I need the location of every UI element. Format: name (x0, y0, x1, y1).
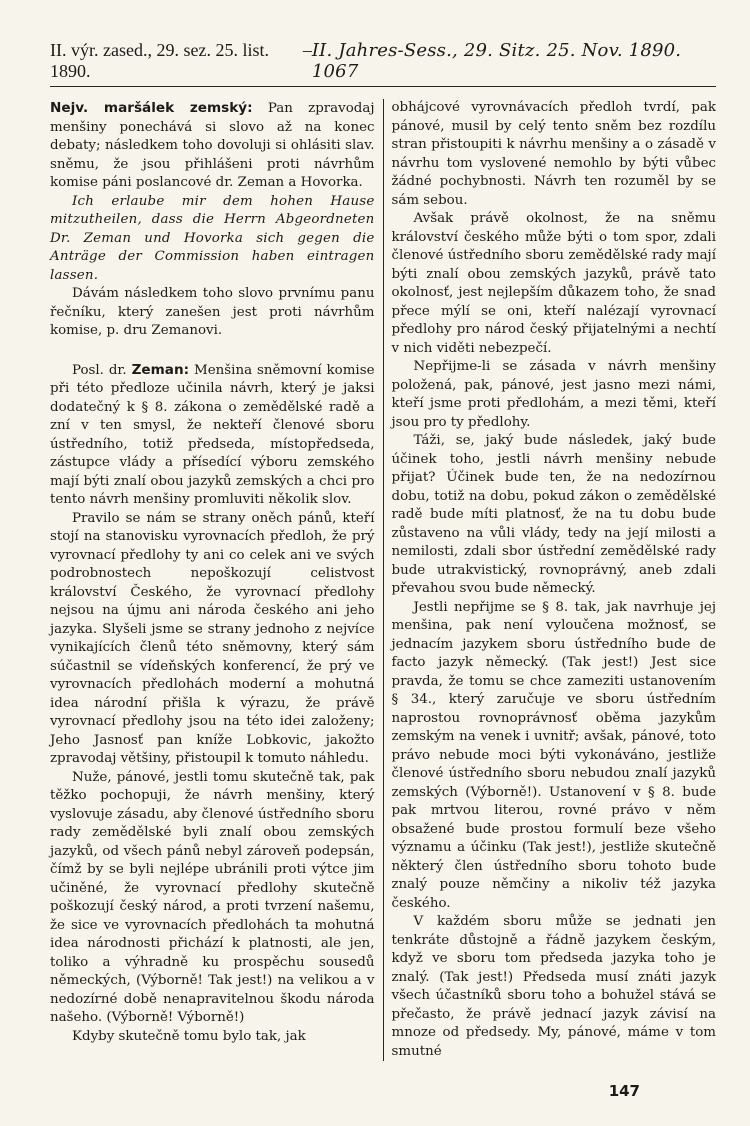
paragraph: Ich erlaube mir dem hohen Hause mitzutheilen, dass die Herrn Abgeordneten Dr. Zeman und Hovorka sich gegen die Anträge der Commission haben eintragen lassen. (50, 193, 375, 283)
paragraph: Táži, se, jaký bude následek, jaký bude účinek toho, jestli návrh menšiny nebude přijat? Účinek bude ten, že na nedozírnou dobu, totiž na dobu, pokud zákon o zemědělské radě bude míti platnosť, že na tu dobu bude zůstaveno na vůli vlády, tedy na její milosti a nemilosti, zdali sbor ústřední zemědělské rady bude utrakvistický, rovnoprávný, aneb zdali převahou svou bude německý. (391, 433, 716, 596)
paragraph: Kdyby skutečně tomu bylo tak, jak (72, 1028, 306, 1044)
right-column (384, 99, 717, 1061)
paragraph: Jestli nepřijme se § 8. tak, jak navrhuje jej menšina, pak není vyloučena možnosť, se jednacím jazykem sboru ústředního bude de facto jazyk německý. (Tak jest!) Jest sice pravda, že tomu se chce zameziti ustanovením § 34., který zaručuje ve sboru ústředním naprostou rovnoprávnosť oběma jazykům zemským na venek i uvnitř; avšak, pánové, toto právo nebude moci býti vykonáváno, jestliže členové ústředního sboru nebudou znalí jazyků zemských (Výborně!). Ustanovení v § 8. bude pak mrtvou literou, rovné právo v něm obsažené bude prostou formulí beze všeho významu a účinku (Tak jest!), jestliže skutečně některý člen ústředního sboru tohoto bude znalý pouze němčiny a nikoliv též jazyka českého. (391, 599, 716, 911)
speaker-prefix: Posl. dr. (72, 362, 127, 378)
running-header (50, 40, 716, 87)
paragraph: Dávám následkem toho slovo prvnímu panu řečníku, který zanešen jest proti návrhům komise, p. dru Zemanovi. (50, 286, 375, 338)
text-columns (50, 99, 716, 1061)
header-german: II. Jahres-Sess., 29. Sitz. 25. Nov. 1890. 1067 (311, 40, 682, 82)
header-dash: – (302, 40, 312, 60)
speaker-name: Zeman: (131, 361, 190, 378)
paragraph-gap (50, 341, 375, 361)
paragraph: obhájcové vyrovnávacích předloh tvrdí, pak pánové, musil by celý tento sněm bez rozdílu stran přistoupiti k návrhu menšiny a o zásadě v návrhu tom vyslovené nemohlo by býti vůbec žádné pochybnosti. Návrh ten rozuměl by se sám sebou. (391, 100, 716, 208)
paragraph (50, 361, 375, 510)
paragraph: V každém sboru může se jednati jen tenkráte důstojně a řádně jazykem českým, když ve sboru tom předseda jazyka toho je znalý. (Tak jest!) Předseda musí znáti jazyk všech účastníků sboru toho a bohužel stává se přečasto, že právě jednací jazyk závisí na mnoze od předsedy. My, pánové, máme v tom smutné (391, 914, 716, 1059)
paragraph-text: Menšina sněmovní komise při této předloze učinila návrh, který je jaksi dodatečný k § 8. zákona o zemědělské radě a zní v ten smysl, že nekteří členové sboru ústředního, totiž předseda, místopředseda, zástupce vlády a přísedící výboru zemského mají býti znalí obou jazyků zemských a chci pro tento návrh menšiny promluviti několik slov. (50, 362, 375, 507)
speaker-name: Nejv. maršálek zemský: (50, 100, 253, 116)
left-column (50, 99, 384, 1061)
paragraph: Nuže, pánové, jestli tomu skutečně tak, pak těžko pochopuji, že návrh menšiny, který vyslovuje zásadu, aby členové ústředního sboru rady zemědělské byli znalí obou zemských jazyků, od všech pánů nebyl zároveň podepsán, čímž by se byli nejlépe ubránili proti výtce jim učiněné, že vyrovnací předlohy skutečně poškozují český národ, a proti tvrzení našemu, že sice ve vyrovnacích předlohách ta mohutná idea národnosti přichází k platnosti, ale jen, toliko a výhradně ku prospěchu sousedů německých, (Výborně! Tak jest!) na velikou a v nedozírné době nenapravitelnou škodu národa našeho. (Výborně! Výborně!) (50, 769, 375, 1025)
page-number: 147 (608, 1082, 640, 1100)
paragraph: Nepřijme-li se zásada v návrh menšiny položená, pak, pánové, jest jasno mezi námi, kteří jsme proti předlohám, a mezi těmi, kteří jsou pro ty předlohy. (391, 359, 716, 430)
paragraph-text: Pan zpravodaj menšiny ponechává si slovo až na konec debaty; následkem toho dovoluji si ohlásiti slav. sněmu, že jsou přihlášeni proti návrhům komise páni poslancové dr. Zeman a Hovorka. (50, 101, 375, 190)
paragraph: Avšak právě okolnost, že na sněmu království českého může býti o tom spor, zdali členové ústředního sboru zemědělské rady mají býti znalí obou zemských jazyků, právě tato okolnosť, jest nejlepším důkazem toho, že snad přece mýlí se oni, kteří nalézají vyrovnací předlohy pro národ český přijatelnými a nechtí v nich viděti nebezpečí. (391, 211, 716, 356)
paragraph: Pravilo se nám se strany oněch pánů, kteří stojí na stanovisku vyrovnacích předloh, že prý vyrovnací předlohy ty ani co celek ani ve svých podrobnostech nepoškozují celistvost království Českého, že vyrovnací předlohy nejsou na újmu ani národa českého ani jeho jazyka. Slyšeli jsme se strany jednoho z nejvíce vynikajících členů této sněmovny, který sám súčastnil se vídeňských konferencí, že prý ve vyrovnacích předlohách moderní a mohutná idea národní přišla k výrazu, že právě vyrovnací předlohy jsou na této idei založeny; Jeho Jasnosť pan kníže Lobkovic, jakožto zpravodaj většiny, přistoupil k tomuto náhledu. (50, 510, 375, 766)
paragraph (50, 99, 375, 193)
header-czech: II. výr. zased., 29. sez. 25. list. 1890. (50, 40, 269, 81)
